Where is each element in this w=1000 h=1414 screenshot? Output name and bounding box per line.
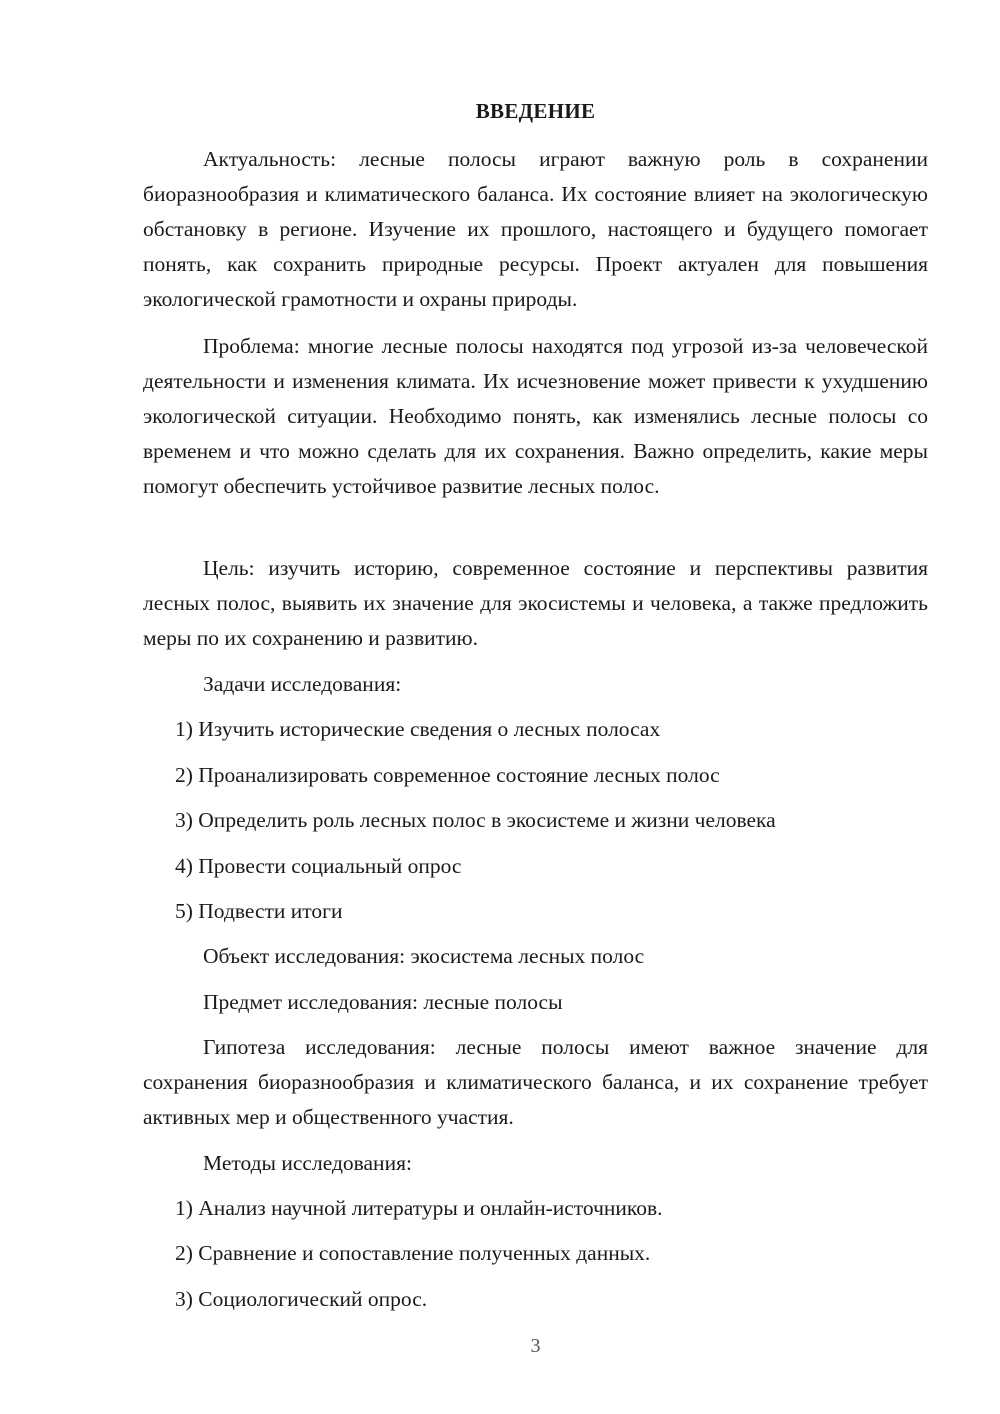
research-object: Объект исследования: экосистема лесных полос bbox=[203, 944, 645, 968]
task-item: 2) Проанализировать современное состояние лесных полос bbox=[175, 763, 720, 787]
task-item: 1) Изучить исторические сведения о лесных полосах bbox=[175, 717, 661, 741]
section-title: ВВЕДЕНИЕ bbox=[475, 99, 596, 123]
problem-paragraph: Проблема: многие лесные полосы находятся под угрозой из-за человеческой деятельности и изменения климата. Их исчезновение может привести к ухудшению экологической ситуации. Необходимо понять, как изменялись лесные полосы со временем и что можно сделать для их сохранения. Важно определить, какие меры помогут обеспечить устойчивое развитие лесных полос. bbox=[143, 334, 928, 498]
method-item: 2) Сравнение и сопоставление полученных данных. bbox=[175, 1241, 651, 1265]
relevance-paragraph: Актуальность: лесные полосы играют важную роль в сохранении биоразнообразия и климатического баланса. Их состояние влияет на экологическую обстановку в регионе. Изучение их прошлого, настоящего и будущего помогает понять, как сохранить природные ресурсы. Проект актуален для повышения экологической грамотности и охраны природы. bbox=[143, 147, 928, 311]
goal-paragraph: Цель: изучить историю, современное состояние и перспективы развития лесных полос, выявить их значение для экосистемы и человека, а также предложить меры по их сохранению и развитию. bbox=[143, 556, 928, 650]
tasks-label: Задачи исследования: bbox=[203, 672, 402, 696]
method-item: 3) Социологический опрос. bbox=[175, 1287, 428, 1311]
task-item: 5) Подвести итоги bbox=[175, 899, 343, 923]
research-subject: Предмет исследования: лесные полосы bbox=[203, 990, 563, 1014]
hypothesis-paragraph: Гипотеза исследования: лесные полосы имеют важное значение для сохранения биоразнообразия и климатического баланса, и их сохранение требует активных мер и общественного участия. bbox=[143, 1035, 928, 1129]
page-number: 3 bbox=[530, 1335, 541, 1357]
task-item: 3) Определить роль лесных полос в экосистеме и жизни человека bbox=[175, 808, 776, 832]
task-item: 4) Провести социальный опрос bbox=[175, 854, 462, 878]
method-item: 1) Анализ научной литературы и онлайн-источников. bbox=[175, 1196, 663, 1220]
methods-label: Методы исследования: bbox=[203, 1151, 412, 1175]
